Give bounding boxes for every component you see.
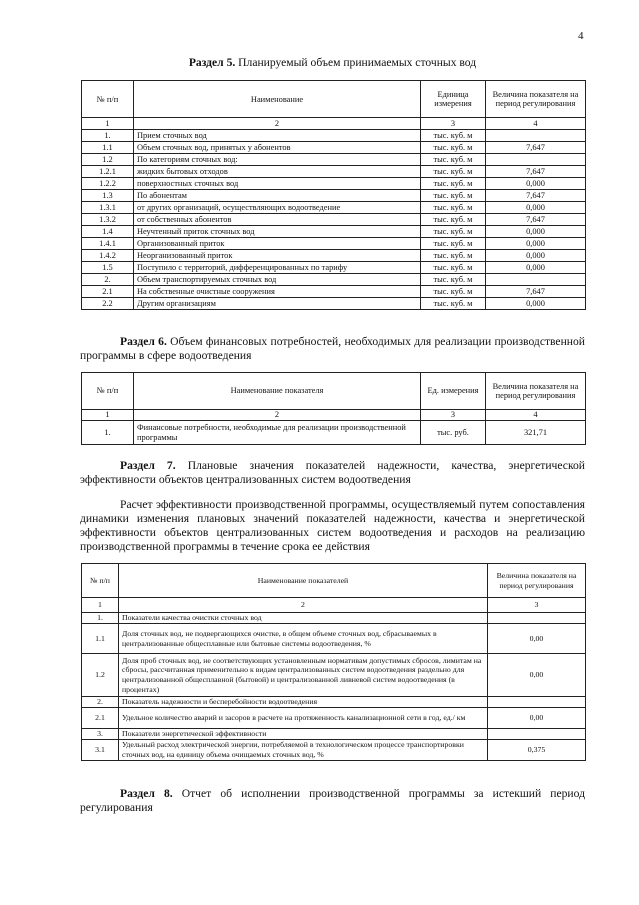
- header-name: Наименование показателя: [134, 373, 421, 410]
- row-num: 2.2: [82, 298, 134, 310]
- row-num: 2.: [82, 697, 119, 708]
- section7-heading: [80, 459, 585, 487]
- row-num: 1.4: [82, 226, 134, 238]
- row-name: Прием сточных вод: [134, 130, 421, 142]
- column-number-row: [82, 410, 586, 421]
- row-num: 1.3.1: [82, 202, 134, 214]
- row-name: Финансовые потребности, необходимые для реализации производственной программы: [134, 421, 421, 445]
- col-number: 3: [488, 598, 586, 613]
- row-value: [488, 729, 586, 740]
- header-unit: Ед. измерения: [421, 373, 486, 410]
- table-row: [82, 250, 586, 262]
- row-name: По категориям сточных вод:: [134, 154, 421, 166]
- row-value: 0,000: [486, 250, 586, 262]
- col-number: 2: [134, 410, 421, 421]
- col-number: 3: [421, 118, 486, 130]
- col-number: 4: [486, 410, 586, 421]
- table-row: [82, 624, 586, 654]
- table-row: [82, 740, 586, 761]
- row-name: Удельное количество аварий и засоров в расчете на протяженность канализационной сети в год, ед./ км: [119, 708, 488, 729]
- row-value: 0,000: [486, 226, 586, 238]
- table-row: [82, 226, 586, 238]
- section7-heading-text: Плановые значения показателей надежности, качества, энергетической эффективности объектов централизованных систем водоотведения: [80, 459, 585, 486]
- row-name: Удельный расход электрической энергии, потребляемой в технологическом процессе транспортировки сточных вод, на единицу объема очищаемых сточных вод, %: [119, 740, 488, 761]
- row-name: Другим организациям: [134, 298, 421, 310]
- row-num: 1.: [82, 421, 134, 445]
- row-value: 7,647: [486, 166, 586, 178]
- row-value: 0,000: [486, 178, 586, 190]
- header-name: Наименование показателей: [119, 564, 488, 598]
- row-num: 1.4.2: [82, 250, 134, 262]
- row-num: 1.2.2: [82, 178, 134, 190]
- table-group-row: [82, 729, 586, 740]
- section5-heading-text: Планируемый объем принимаемых сточных вод: [235, 56, 477, 69]
- row-value: 0,000: [486, 238, 586, 250]
- column-number-row: [82, 598, 586, 613]
- header-value: Величина показателя на период регулирования: [488, 564, 586, 598]
- table-row: [82, 178, 586, 190]
- column-number-row: [82, 118, 586, 130]
- section6-table: [81, 372, 586, 445]
- row-name: Поступило с территорий, дифференцированных по тарифу: [134, 262, 421, 274]
- row-num: 1.2: [82, 654, 119, 697]
- row-num: 2.1: [82, 286, 134, 298]
- row-value: [486, 130, 586, 142]
- section5-heading: [80, 56, 585, 70]
- page-number: 4: [578, 30, 584, 42]
- row-value: 7,647: [486, 286, 586, 298]
- section8-heading-bold: Раздел 8.: [120, 787, 173, 800]
- table-row: [82, 654, 586, 697]
- row-unit: тыс. куб. м: [421, 286, 486, 298]
- table-row: [82, 286, 586, 298]
- row-num: 1.2.1: [82, 166, 134, 178]
- table-row: [82, 166, 586, 178]
- row-unit: тыс. куб. м: [421, 154, 486, 166]
- row-value: [486, 274, 586, 286]
- row-name: Неучтенный приток сточных вод: [134, 226, 421, 238]
- table-row: [82, 154, 586, 166]
- section6-heading-text: Объем финансовых потребностей, необходимых для реализации производственной программы в сфере водоотведения: [80, 335, 585, 362]
- row-name: Объем транспортируемых сточных вод: [134, 274, 421, 286]
- table-row: [82, 421, 586, 445]
- table-row: [82, 262, 586, 274]
- row-value: 0,000: [486, 262, 586, 274]
- row-unit: тыс. куб. м: [421, 262, 486, 274]
- row-value: 0,000: [486, 298, 586, 310]
- header-num: № п/п: [82, 81, 134, 118]
- table-row: [82, 298, 586, 310]
- section6-heading: [80, 335, 585, 363]
- table-row: [82, 190, 586, 202]
- row-value: [486, 154, 586, 166]
- table-header-row: [82, 373, 586, 410]
- row-value: 0,00: [488, 654, 586, 697]
- row-unit: тыс. куб. м: [421, 250, 486, 262]
- row-num: 2.: [82, 274, 134, 286]
- row-value: 7,647: [486, 190, 586, 202]
- header-value: Величина показателя на период регулирования: [486, 373, 586, 410]
- row-num: 1.: [82, 613, 119, 624]
- row-unit: тыс. куб. м: [421, 178, 486, 190]
- row-unit: тыс. руб.: [421, 421, 486, 445]
- table-group-row: [82, 697, 586, 708]
- row-num: 1.2: [82, 154, 134, 166]
- row-value: 0,000: [486, 202, 586, 214]
- header-value: Величина показателя на период регулирования: [486, 81, 586, 118]
- header-num: № п/п: [82, 373, 134, 410]
- row-name: поверхностных сточных вод: [134, 178, 421, 190]
- row-name: Показатель надежности и бесперебойности водоотведения: [119, 697, 488, 708]
- col-number: 1: [82, 598, 119, 613]
- row-value: 321,71: [486, 421, 586, 445]
- section7-table: [81, 563, 586, 761]
- row-value: [488, 697, 586, 708]
- col-number: 1: [82, 410, 134, 421]
- row-name: Показатели качества очистки сточных вод: [119, 613, 488, 624]
- section8-heading-text: Отчет об исполнении производственной программы за истекший период регулирования: [80, 787, 585, 814]
- row-unit: тыс. куб. м: [421, 142, 486, 154]
- section6-heading-bold: Раздел 6.: [120, 335, 167, 348]
- row-num: 1.1: [82, 624, 119, 654]
- row-num: 2.1: [82, 708, 119, 729]
- row-value: 0,00: [488, 708, 586, 729]
- col-number: 1: [82, 118, 134, 130]
- row-name: Доля проб сточных вод, не соответствующих установленным нормативам допустимых сбросов, лимитам на сбросы, рассчитанная применительно к видам централизованных систем водоотведения раздельно для централизованной общесплавной (бытовой) и централизованной ливневой систем водоотведения (в процентах): [119, 654, 488, 697]
- row-name: Неорганизованный приток: [134, 250, 421, 262]
- section7-heading-bold: Раздел 7.: [120, 459, 176, 472]
- header-num: № п/п: [82, 564, 119, 598]
- row-value: 0,375: [488, 740, 586, 761]
- row-num: 3.: [82, 729, 119, 740]
- col-number: 4: [486, 118, 586, 130]
- table-row: [82, 142, 586, 154]
- table-row: [82, 274, 586, 286]
- row-unit: тыс. куб. м: [421, 226, 486, 238]
- row-num: 3.1: [82, 740, 119, 761]
- section5-heading-bold: Раздел 5.: [188, 56, 236, 69]
- row-name: Доля сточных вод, не подвергающихся очистке, в общем объеме сточных вод, сбрасываемых в централизованные общесплавные или бытовые системы водоотведения, %: [119, 624, 488, 654]
- table-row: [82, 238, 586, 250]
- row-name: Объем сточных вод, принятых у абонентов: [134, 142, 421, 154]
- row-unit: тыс. куб. м: [421, 130, 486, 142]
- row-unit: тыс. куб. м: [421, 190, 486, 202]
- table-row: [82, 202, 586, 214]
- section8-heading: [80, 787, 585, 815]
- row-unit: тыс. куб. м: [421, 274, 486, 286]
- row-num: 1.5: [82, 262, 134, 274]
- row-name: Показатели энергетической эффективности: [119, 729, 488, 740]
- table-group-row: [82, 613, 586, 624]
- table-row: [82, 708, 586, 729]
- row-unit: тыс. куб. м: [421, 238, 486, 250]
- row-unit: тыс. куб. м: [421, 214, 486, 226]
- table-header-row: [82, 81, 586, 118]
- table-row: [82, 130, 586, 142]
- row-unit: тыс. куб. м: [421, 166, 486, 178]
- row-value: 7,647: [486, 142, 586, 154]
- table-header-row: [82, 564, 586, 598]
- table-row: [82, 214, 586, 226]
- row-num: 1.: [82, 130, 134, 142]
- row-num: 1.1: [82, 142, 134, 154]
- row-value: 0,00: [488, 624, 586, 654]
- row-unit: тыс. куб. м: [421, 298, 486, 310]
- col-number: 2: [134, 118, 421, 130]
- row-name: от других организаций, осуществляющих водоотведение: [134, 202, 421, 214]
- row-name: На собственные очистные сооружения: [134, 286, 421, 298]
- header-name: Наименование: [134, 81, 421, 118]
- row-num: 1.3.2: [82, 214, 134, 226]
- row-num: 1.3: [82, 190, 134, 202]
- row-unit: тыс. куб. м: [421, 202, 486, 214]
- row-value: 7,647: [486, 214, 586, 226]
- row-name: жидких бытовых отходов: [134, 166, 421, 178]
- col-number: 3: [421, 410, 486, 421]
- row-num: 1.4.1: [82, 238, 134, 250]
- col-number: 2: [119, 598, 488, 613]
- section5-table: [81, 80, 586, 310]
- row-value: [488, 613, 586, 624]
- header-unit: Единица измерения: [421, 81, 486, 118]
- row-name: от собственных абонентов: [134, 214, 421, 226]
- section7-paragraph: Расчет эффективности производственной программы, осуществляемый путем сопоставления динамики изменения плановых значений показателей надежности, качества и энергетической эффективности объектов централизованных систем водоотведения и расходов на реализацию производственной программы в течение срока ее действия: [80, 498, 585, 553]
- row-name: По абонентам: [134, 190, 421, 202]
- row-name: Организованный приток: [134, 238, 421, 250]
